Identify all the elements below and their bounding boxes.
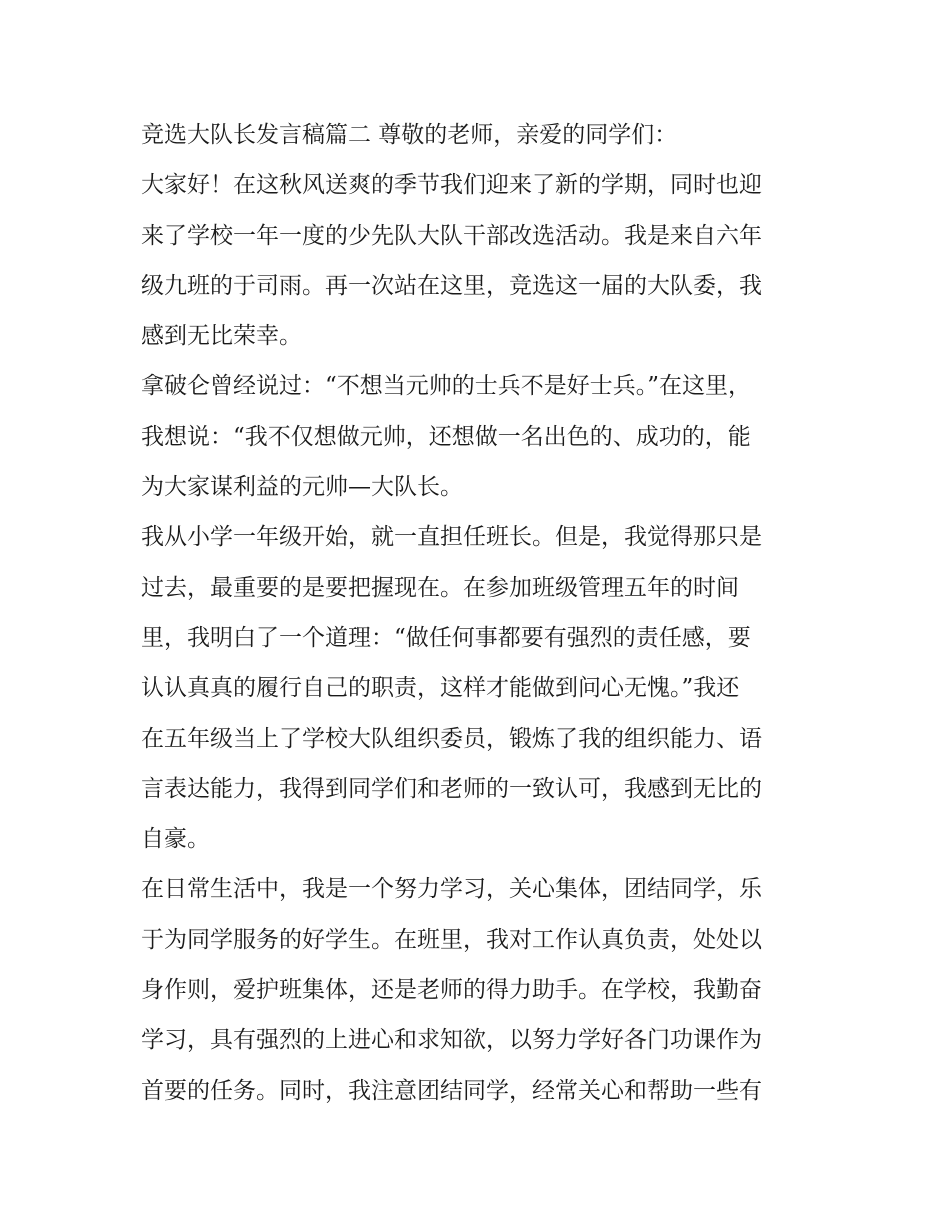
speech-text-block: [141, 110, 821, 1116]
text-line: 我从小学一年级开始，就一直担任班长。但是，我觉得那只是: [141, 524, 762, 551]
text-line: 自豪。: [141, 826, 210, 853]
text-line: 为大家谋利益的元帅—大队长。: [141, 474, 463, 501]
text-line: 学习，具有强烈的上进心和求知欲，以努力学好各门功课作为: [141, 1027, 762, 1054]
title-line: 竞选大队长发言稿篇二 尊敬的老师，亲爱的同学们：: [141, 122, 678, 148]
text-line: 身作则，爱护班集体，还是老师的得力助手。在学校，我勤奋: [141, 977, 762, 1004]
text-line: 大家好！在这秋风送爽的季节我们迎来了新的学期，同时也迎: [141, 172, 762, 199]
text-line: 于为同学服务的好学生。在班里，我对工作认真负责，处处以: [141, 926, 762, 953]
text-line: 认认真真的履行自己的职责，这样才能做到问心无愧。”我还: [141, 675, 740, 702]
text-line: 里，我明白了一个道理：“做任何事都要有强烈的责任感，要: [141, 624, 751, 651]
text-line: 在日常生活中，我是一个努力学习，关心集体，团结同学，乐: [141, 876, 762, 903]
text-line: 来了学校一年一度的少先队大队干部改选活动。我是来自六年: [141, 222, 762, 249]
text-line: 感到无比荣幸。: [141, 323, 302, 350]
text-line: 过去，最重要的是要把握现在。在参加班级管理五年的时间: [141, 574, 739, 601]
text-line: 拿破仑曾经说过：“不想当元帅的士兵不是好士兵。”在这里，: [141, 373, 752, 400]
text-line: 我想说：“我不仅想做元帅，还想做一名出色的、成功的，能: [141, 423, 751, 450]
text-line: 首要的任务。同时，我注意团结同学，经常关心和帮助一些有: [141, 1077, 762, 1104]
text-line: 在五年级当上了学校大队组织委员，锻炼了我的组织能力、语: [141, 725, 762, 752]
text-line: 级九班的于司雨。再一次站在这里，竞选这一届的大队委，我: [141, 272, 762, 299]
text-line: 言表达能力，我得到同学们和老师的一致认可，我感到无比的: [141, 775, 762, 802]
